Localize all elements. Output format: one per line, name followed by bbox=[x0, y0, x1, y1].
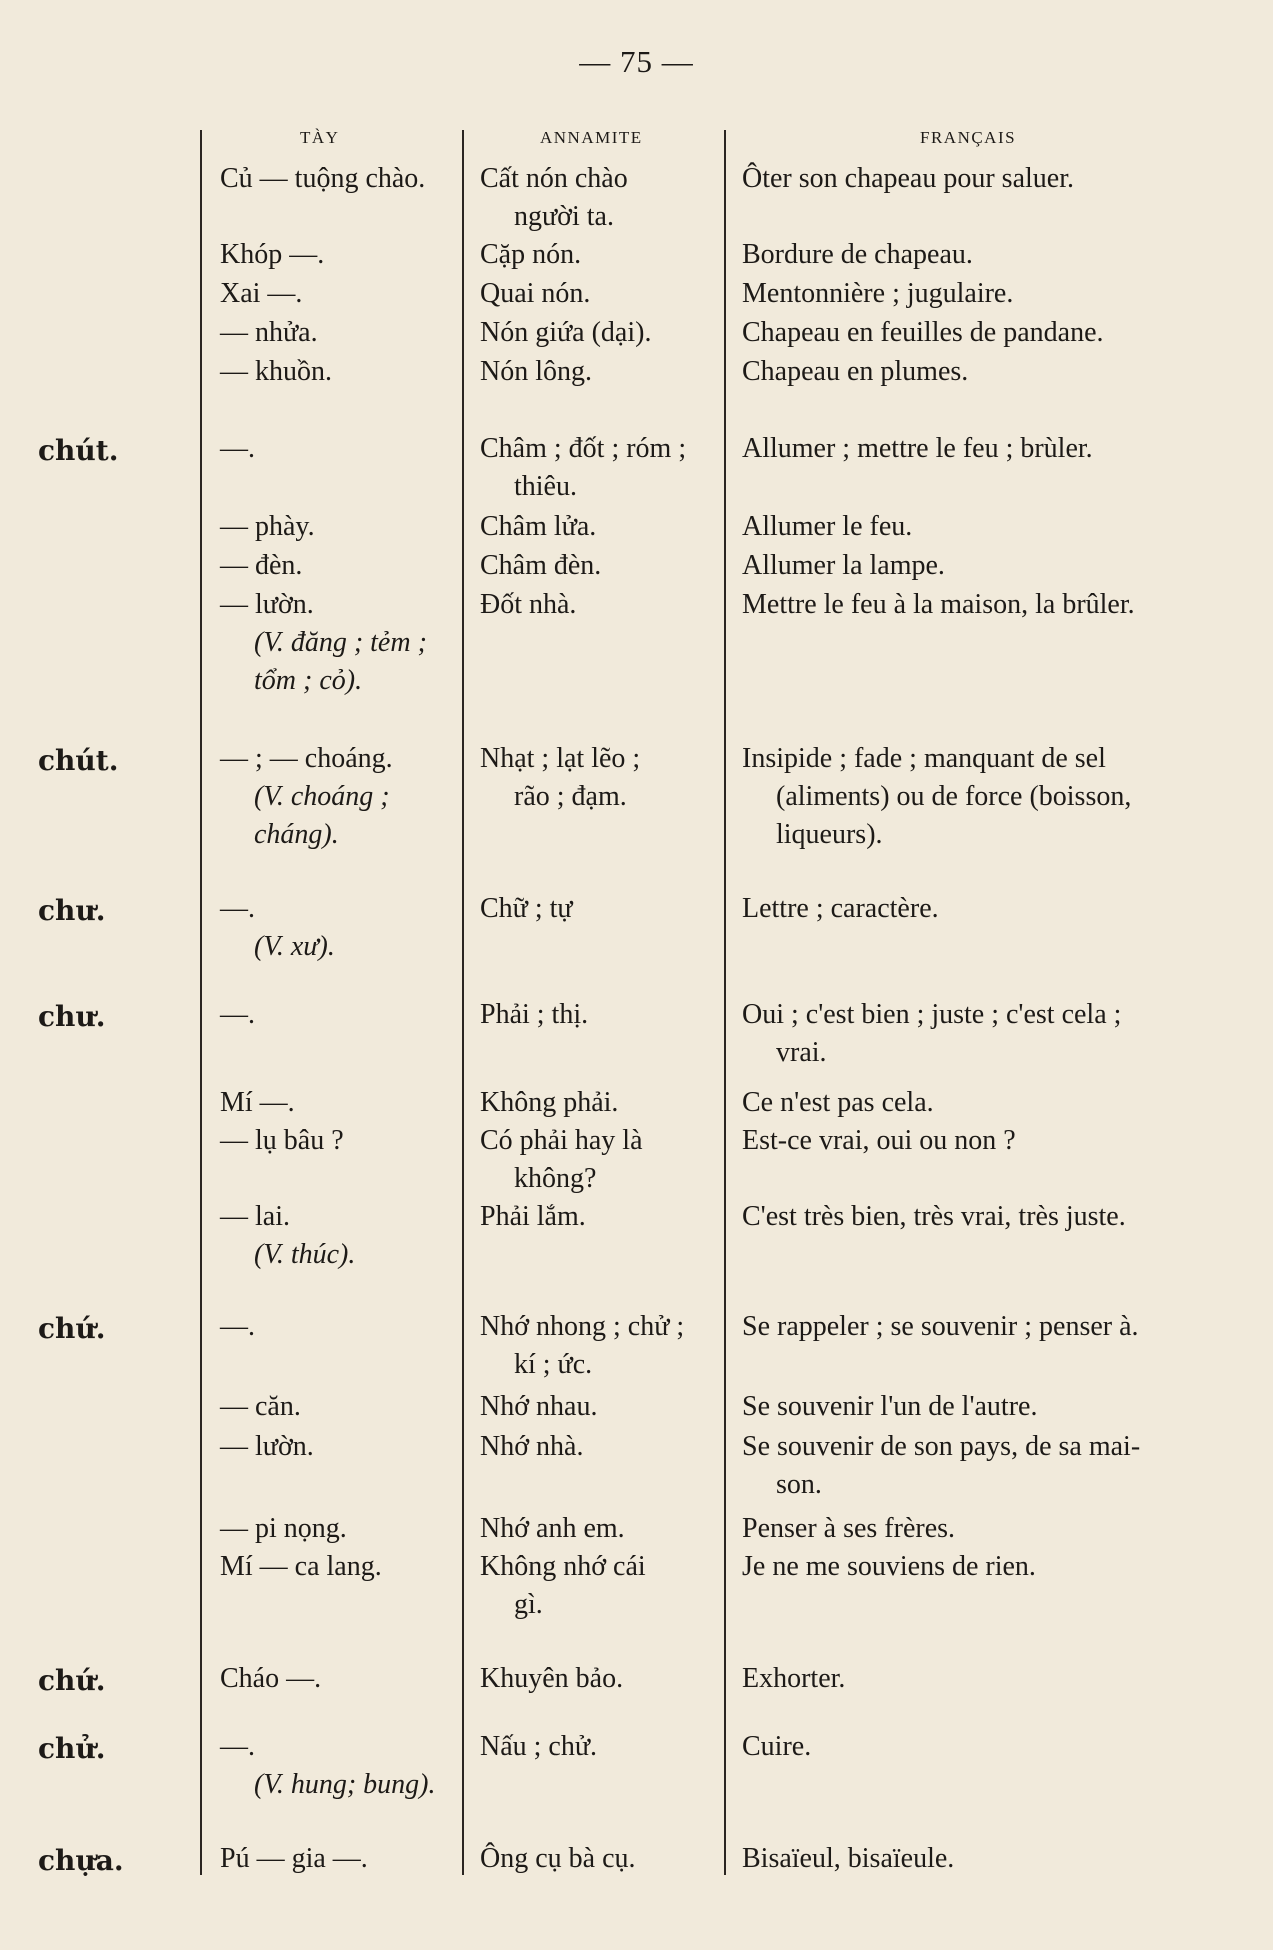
fr-cell bbox=[742, 275, 1013, 313]
headword: chút. bbox=[38, 744, 119, 777]
fr-line: Je ne me souviens de rien. bbox=[742, 1551, 1036, 1582]
tay-line: — lườn. bbox=[220, 589, 314, 620]
fr-line: Ce n'est pas cela. bbox=[742, 1087, 934, 1118]
fr-cell bbox=[742, 314, 1104, 352]
headword: chựa. bbox=[38, 1844, 124, 1877]
headword: chư. bbox=[38, 894, 106, 927]
tay-cell bbox=[220, 1428, 314, 1466]
fr-line: vrai. bbox=[776, 1037, 827, 1068]
ann-cell bbox=[480, 1840, 636, 1878]
tay-cell bbox=[220, 1388, 301, 1426]
fr-line: Insipide ; fade ; manquant de sel bbox=[742, 743, 1106, 774]
tay-line: — pi nọng. bbox=[220, 1513, 347, 1544]
tay-cell bbox=[220, 740, 393, 854]
fr-cell bbox=[742, 1084, 934, 1122]
tay-cell bbox=[220, 547, 302, 585]
header-francais: FRANÇAIS bbox=[920, 128, 1017, 147]
column-rule-right bbox=[724, 130, 726, 1875]
headword: chử. bbox=[38, 1732, 106, 1765]
ann-cell bbox=[480, 996, 588, 1034]
tay-line: Mí —. bbox=[220, 1087, 295, 1118]
tay-cell bbox=[220, 1840, 368, 1878]
fr-cell bbox=[742, 430, 1093, 468]
ann-line: Châm ; đốt ; róm ; bbox=[480, 433, 687, 464]
tay-line: —. bbox=[220, 999, 255, 1030]
tay-line: Mí — ca lang. bbox=[220, 1551, 382, 1582]
tay-line: — đèn. bbox=[220, 550, 303, 581]
fr-cell bbox=[742, 547, 945, 585]
tay-cell bbox=[220, 1308, 255, 1346]
ann-line: Không nhớ cái bbox=[480, 1551, 646, 1582]
ann-line: thiêu. bbox=[514, 471, 577, 502]
fr-line: Allumer la lampe. bbox=[742, 550, 945, 581]
fr-line: Est-ce vrai, oui ou non ? bbox=[742, 1125, 1016, 1156]
fr-cell bbox=[742, 996, 1121, 1072]
tay-cell bbox=[220, 1728, 435, 1804]
tay-line: —. bbox=[220, 433, 255, 464]
tay-line: (V. xư). bbox=[254, 931, 335, 962]
ann-line: Khuyên bảo. bbox=[480, 1663, 624, 1694]
ann-cell bbox=[480, 1660, 623, 1698]
page-number: — 75 — bbox=[579, 44, 694, 79]
ann-line: Nhớ nhà. bbox=[480, 1431, 584, 1462]
fr-line: (aliments) ou de force (boisson, bbox=[776, 781, 1132, 812]
tay-cell bbox=[220, 430, 255, 468]
tay-line: Khóp —. bbox=[220, 239, 325, 270]
ann-line: Có phải hay là bbox=[480, 1125, 643, 1156]
fr-cell bbox=[742, 740, 1131, 854]
fr-cell bbox=[742, 1428, 1140, 1504]
fr-line: Cuire. bbox=[742, 1731, 812, 1762]
ann-cell bbox=[480, 1510, 625, 1548]
tay-line: — lai. bbox=[220, 1201, 290, 1232]
ann-line: Phải lắm. bbox=[480, 1201, 586, 1232]
ann-line: không? bbox=[514, 1163, 597, 1194]
fr-cell bbox=[742, 160, 1074, 198]
tay-cell bbox=[220, 236, 324, 274]
fr-cell bbox=[742, 1840, 954, 1878]
fr-line: Allumer le feu. bbox=[742, 511, 913, 542]
tay-line: — ; — choáng. bbox=[220, 743, 393, 774]
tay-line: (V. hung; bung). bbox=[254, 1769, 436, 1800]
fr-line: Mentonnière ; jugulaire. bbox=[742, 278, 1014, 309]
ann-cell bbox=[480, 508, 596, 546]
ann-cell bbox=[480, 1388, 597, 1426]
ann-line: Chữ ; tự bbox=[480, 893, 573, 924]
tay-line: Xai —. bbox=[220, 278, 303, 309]
ann-line: Châm lửa. bbox=[480, 511, 597, 542]
ann-line: Đốt nhà. bbox=[480, 589, 577, 620]
ann-line: rão ; đạm. bbox=[514, 781, 627, 812]
ann-line: người ta. bbox=[514, 201, 614, 232]
fr-cell bbox=[742, 890, 939, 928]
fr-line: Chapeau en feuilles de pandane. bbox=[742, 317, 1104, 348]
fr-line: Chapeau en plumes. bbox=[742, 356, 969, 387]
fr-cell bbox=[742, 1660, 845, 1698]
ann-cell bbox=[480, 236, 581, 274]
ann-line: Nấu ; chử. bbox=[480, 1731, 598, 1762]
fr-cell bbox=[742, 1728, 811, 1766]
ann-cell bbox=[480, 1548, 646, 1624]
tay-line: — lườn. bbox=[220, 1431, 314, 1462]
fr-cell bbox=[742, 586, 1135, 624]
ann-line: Quai nón. bbox=[480, 278, 591, 309]
headword: chứ. bbox=[38, 1312, 106, 1345]
ann-line: Nhạt ; lạt lẽo ; bbox=[480, 743, 641, 774]
tay-line: — khuồn. bbox=[220, 356, 332, 387]
tay-line: —. bbox=[220, 893, 255, 924]
tay-line: cháng). bbox=[254, 819, 339, 850]
tay-cell bbox=[220, 160, 425, 198]
ann-line: gì. bbox=[514, 1589, 543, 1620]
ann-line: Châm đèn. bbox=[480, 550, 602, 581]
ann-cell bbox=[480, 547, 601, 585]
tay-cell bbox=[220, 586, 427, 700]
ann-cell bbox=[480, 275, 590, 313]
fr-line: Bordure de chapeau. bbox=[742, 239, 973, 270]
ann-cell bbox=[480, 1428, 583, 1466]
headword: chút. bbox=[38, 434, 119, 467]
tay-cell bbox=[220, 1198, 355, 1274]
fr-line: Allumer ; mettre le feu ; brùler. bbox=[742, 433, 1093, 464]
ann-line: Cặp nón. bbox=[480, 239, 582, 270]
fr-line: C'est très bien, très vrai, très juste. bbox=[742, 1201, 1126, 1232]
fr-line: Se rappeler ; se souvenir ; penser à. bbox=[742, 1311, 1139, 1342]
tay-line: Pú — gia —. bbox=[220, 1843, 368, 1874]
fr-cell bbox=[742, 1308, 1139, 1346]
fr-cell bbox=[742, 508, 912, 546]
tay-line: —. bbox=[220, 1311, 255, 1342]
tay-line: (V. đăng ; tẻm ; bbox=[254, 627, 427, 658]
tay-cell bbox=[220, 353, 332, 391]
fr-cell bbox=[742, 1548, 1036, 1586]
tay-line: —. bbox=[220, 1731, 255, 1762]
fr-line: Bisaïeul, bisaïeule. bbox=[742, 1843, 955, 1874]
fr-line: Se souvenir l'un de l'autre. bbox=[742, 1391, 1038, 1422]
ann-line: Nón giứa (dại). bbox=[480, 317, 652, 348]
fr-cell bbox=[742, 236, 973, 274]
ann-line: Nhớ nhong ; chử ; bbox=[480, 1311, 685, 1342]
fr-line: Exhorter. bbox=[742, 1663, 846, 1694]
tay-cell bbox=[220, 890, 335, 966]
ann-cell bbox=[480, 1728, 597, 1766]
ann-cell bbox=[480, 1198, 586, 1236]
fr-line: son. bbox=[776, 1469, 822, 1500]
tay-line: (V. choáng ; bbox=[254, 781, 390, 812]
tay-line: — căn. bbox=[220, 1391, 301, 1422]
ann-cell bbox=[480, 314, 651, 352]
header-annamite: ANNAMITE bbox=[540, 128, 643, 147]
fr-cell bbox=[742, 1122, 1016, 1160]
fr-cell bbox=[742, 353, 968, 391]
fr-line: Mettre le feu à la maison, la brûler. bbox=[742, 589, 1135, 620]
ann-cell bbox=[480, 353, 592, 391]
fr-line: Ôter son chapeau pour saluer. bbox=[742, 163, 1074, 194]
tay-line: — phày. bbox=[220, 511, 315, 542]
tay-cell bbox=[220, 996, 255, 1034]
ann-cell bbox=[480, 160, 628, 236]
header-tay: TÀY bbox=[300, 128, 340, 147]
ann-line: Ông cụ bà cụ. bbox=[480, 1843, 636, 1874]
ann-line: Nhớ anh em. bbox=[480, 1513, 625, 1544]
ann-line: Nhớ nhau. bbox=[480, 1391, 598, 1422]
ann-cell bbox=[480, 1308, 684, 1384]
ann-line: Cất nón chào bbox=[480, 163, 628, 194]
tay-cell bbox=[220, 1548, 382, 1586]
ann-line: Phải ; thị. bbox=[480, 999, 589, 1030]
tay-line: Cháo —. bbox=[220, 1663, 322, 1694]
tay-cell bbox=[220, 275, 302, 313]
tay-line: (V. thúc). bbox=[254, 1239, 356, 1270]
headword: chư. bbox=[38, 1000, 106, 1033]
ann-cell bbox=[480, 890, 573, 928]
fr-line: Lettre ; caractère. bbox=[742, 893, 939, 924]
tay-cell bbox=[220, 1660, 321, 1698]
fr-cell bbox=[742, 1510, 955, 1548]
headword: chứ. bbox=[38, 1664, 106, 1697]
ann-cell bbox=[480, 586, 576, 624]
ann-line: kí ; ức. bbox=[514, 1349, 593, 1380]
ann-cell bbox=[480, 1122, 643, 1198]
tay-line: — nhửa. bbox=[220, 317, 318, 348]
column-rule-middle bbox=[462, 130, 464, 1875]
column-rule-left bbox=[200, 130, 202, 1875]
tay-cell bbox=[220, 1510, 347, 1548]
ann-line: Không phải. bbox=[480, 1087, 619, 1118]
fr-line: Se souvenir de son pays, de sa mai- bbox=[742, 1431, 1141, 1462]
fr-line: Oui ; c'est bien ; juste ; c'est cela ; bbox=[742, 999, 1122, 1030]
ann-cell bbox=[480, 740, 640, 816]
fr-line: Penser à ses frères. bbox=[742, 1513, 956, 1544]
ann-cell bbox=[480, 430, 686, 506]
tay-cell bbox=[220, 1084, 295, 1122]
fr-line: liqueurs). bbox=[776, 819, 883, 850]
tay-cell bbox=[220, 314, 318, 352]
fr-cell bbox=[742, 1198, 1126, 1236]
fr-cell bbox=[742, 1388, 1037, 1426]
tay-cell bbox=[220, 508, 315, 546]
tay-cell bbox=[220, 1122, 344, 1160]
tay-line: — lụ bâu ? bbox=[220, 1125, 344, 1156]
ann-cell bbox=[480, 1084, 618, 1122]
ann-line: Nón lông. bbox=[480, 356, 592, 387]
tay-line: Củ — tuộng chào. bbox=[220, 163, 426, 194]
tay-line: tổm ; cỏ). bbox=[254, 665, 363, 696]
